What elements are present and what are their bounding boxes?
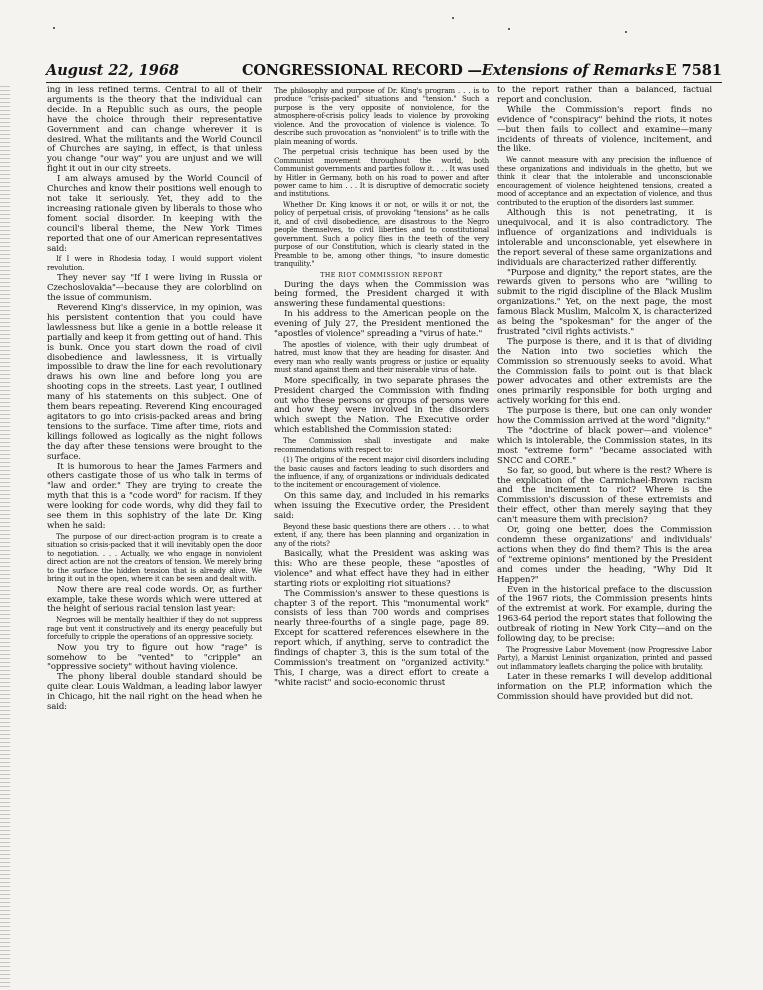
- paragraph: So far, so good, but where is the rest? Where is the explication of the Carmichael-Brown racism and the incitement to riot? Where is the Commission's discussion of these extremists and their effect, other than merely saying that they can't measure them with precision?: [497, 465, 712, 526]
- paragraph: Now there are real code words. Or, as further example, take these words which were uttered at the height of serious racial tension last year:: [47, 584, 262, 615]
- block-quote: We cannot measure with any precision the influence of these organizations and individuals in the ghetto, but we think it clear that the intolerable and unconscionable encouragement of violence heightened tensions, created a mood of acceptance and an expectation of violence, and thus contributed to the eruption of the disorders last summer.: [497, 155, 712, 207]
- block-quote: The Commission shall investigate and make recommendations with respect to:: [274, 436, 489, 454]
- binding-edge: [0, 86, 10, 990]
- header-title: [242, 62, 664, 80]
- column-3: [497, 86, 712, 986]
- paragraph: Reverend King's disservice, in my opinion, was his persistent contention that you could have lawlessness but like a genie in a bottle release it partially and keep it from getting out of hand. This is bunk. Once you start down the road of civil disobedience and lawlessness, it is virtually impossible to draw the line for each revolutionary draws his own line and before long you are shooting cops in the streets. Last year, I outlined many of his statements on this subject. One of them bears repeating. Reverend King encouraged agitators to go into crisis-packed areas and bring tensions to the surface. Time after time, riots and killings followed as logically as the night follows the day after these tensions were brought to the surface.: [47, 303, 262, 462]
- block-quote: The Progressive Labor Movement (now Progressive Labor Party), a Marxist Leninist organization, printed and passed out inflammatory leaflets charging the police with brutality.: [497, 644, 712, 671]
- running-header: [46, 62, 722, 83]
- paragraph: The phony liberal double standard should be quite clear. Louis Waldman, a leading labor lawyer in Chicago, hit the nail right on the head when he said:: [47, 672, 262, 713]
- paragraph: Basically, what the President was asking was this: Who are these people, these "apostles of violence" and what effect have they had in either starting riots or exploiting riot situations?: [274, 549, 489, 589]
- header-title-main: CONGRESSIONAL RECORD —: [242, 62, 482, 79]
- paragraph: The purpose is there, and it is that of dividing the Nation into two societies which the Commission so strenuously seeks to avoid. What the Commission fails to point out is that black power advocates and other extremists are the ones primarily responsible for both urging and actively working for this end.: [497, 336, 712, 407]
- block-quote: If I were in Rhodesia today, I would support violent revolution.: [47, 254, 262, 272]
- print-speck: [452, 17, 454, 19]
- block-quote: (1) The origins of the recent major civil disorders including the basic causes and factors leading to such disorders and the influence, if any, of organizations or individuals dedicated to the incitement or encouragement of violence.: [274, 455, 489, 490]
- header-title-sub: Extensions of Remarks: [481, 62, 664, 79]
- paragraph: Now you try to figure out how "rage" is somehow to be "vented" to "cripple" an "oppressive society" without having violence.: [47, 642, 262, 673]
- paragraph: "Purpose and dignity," the report states, are the rewards given to persons who are "willing to submit to the rigid discipline of the Black Muslim organizations." Yet, on the next page, the most famous Black Muslim, Malcolm X, is characterized as being the "spokesman" for the anger of the frustrated "civil rights activists.": [497, 267, 712, 337]
- block-quote: Beyond these basic questions there are others . . . to what extent, if any, there has been planning and organization in any of the riots?: [274, 521, 489, 548]
- paragraph: I am always amused by the World Council of Churches and know their positions well enough to not take it seriously. Yet, they add to the increasing rationale given by liberals to those who foment social disorder. In keeping with the council's liberal theme, the New York Times reported that one of our American representatives said:: [47, 174, 262, 254]
- block-quote: The apostles of violence, with their ugly drumbeat of hatred, must know that they are heading for disaster. And every man who really wants progress or justice or equality must stand against them and their miserable virus of hate.: [274, 339, 489, 375]
- block-quote: The purpose of our direct-action program is to create a situation so crisis-packed that it will inevitably open the door to negotiation. . . . Actually, we who engage in nonviolent direct action are not the creators of tension. We merely bring to the surface the hidden tension that is already alive. We bring it out in the open, where it can be seen and dealt with.: [47, 531, 262, 584]
- paragraph: During the days when the Commission was being formed, the President charged it with answering these fundamental questions:: [274, 279, 489, 310]
- paragraph: It is humorous to hear the James Farmers and others castigate those of us who talk in terms of "law and order." They are trying to create the myth that this is a "code word" for racism. If they were looking for code words, why did they fail to see them in this sophistry of the late Dr. King when he said:: [47, 461, 262, 531]
- paragraph: While the Commission's report finds no evidence of "conspiracy" behind the riots, it notes—but then fails to collect and examine—many incidents of threats of violence, incitement, and the like.: [497, 104, 712, 155]
- section-heading: THE RIOT COMMISSION REPORT: [320, 271, 443, 279]
- paragraph: ing in less refined terms. Central to all of their arguments is the theory that the individual can decide. In a Republic such as ours, the people have the choice through their representative Government and can change wherever it is desired. What the militants and the World Council of Churches are saying, in effect, is that unless you change "our way" you are unjust and we will fight it out in our city streets.: [47, 86, 262, 175]
- print-speck: [53, 27, 55, 29]
- paragraph: More specifically, in two separate phrases the President charged the Commission with finding out who these persons or groups of persons were and how they were involved in the disorders which swept the Nation. The Executive order which established the Commission stated:: [274, 375, 489, 436]
- paragraph: The Commission's answer to these questions is chapter 3 of the report. This "monumental work" consists of less than 700 words and comprises nearly three-fourths of a single page, page 89. Except for scattered references elsewhere in the report which, if anything, serve to contradict the findings of chapter 3, this is the sum total of the Commission's treatment on "organized activity." This, I charge, was a direct effort to create a "white racist" and socio-economic thrust: [274, 588, 489, 688]
- paragraph: The purpose is there, but one can only wonder how the Commission arrived at the word "dignity.": [497, 406, 712, 427]
- block-quote: Whether Dr. King knows it or not, or wills it or not, the policy of perpetual crisis, of provoking "tensions" as he calls it, and of civil disobedience, are disastrous to the Negro people themselves, to civil liberties and to constitutional government. Such a policy flies in the teeth of the very purpose of our Constitution, which is clearly stated in the Preamble to be, among other things, "to insure domestic tranquility.": [274, 199, 489, 269]
- paragraph: They never say "If I were living in Russia or Czechoslovakia"—because they are colorblind on the issue of communism.: [47, 273, 262, 304]
- print-speck: [625, 31, 627, 33]
- column-1: [47, 86, 262, 986]
- column-2: [274, 86, 489, 986]
- block-quote: The philosophy and purpose of Dr. King's program . . . is to produce "crisis-packed" situations and "tension." Such a purpose is the very opposite of nonviolence, for the atmosphere-of-crisis policy leads to violence by provoking violence. And the provocation of violence is violence. To describe such provocation as "nonviolent" is to trifle with the plain meaning of words.: [274, 86, 489, 146]
- paragraph: Or, going one better, does the Commission condemn these organizations' and individuals' actions when they do find them? This is the area of "extreme opinions" mentioned by the President and comes under the heading, "Why Did It Happen?": [497, 525, 712, 585]
- paragraph: Later in these remarks I will develop additional information on the PLP, information which the Commission should have provided but did not.: [497, 672, 712, 703]
- page-number: E 7581: [665, 62, 722, 79]
- print-speck: [508, 28, 510, 30]
- header-date: August 22, 1968: [46, 62, 180, 79]
- paragraph: to the report rather than a balanced, factual report and conclusion.: [497, 86, 712, 105]
- paragraph: Although this is not penetrating, it is unequivocal, and it is also contradictory. The influence of organizations and individuals is intolerable and unconscionable, yet elsewhere in the report several of these same organizations and individuals are characterized rather differently.: [497, 208, 712, 268]
- paragraph: In his address to the American people on the evening of July 27, the President mentioned the "apostles of violence" spreading a "virus of hate.": [274, 309, 489, 340]
- block-quote: The perpetual crisis technique has been used by the Communist movement throughout the world, both Communist governments and parties follow it. . . . It was used by Hitler in Germany, both on his road to power and after power came to him . . . It is disruptive of democratic society and institutions.: [274, 147, 489, 199]
- block-quote: Negroes will be mentally healthier if they do not suppress rage but vent it constructively and its energy peacefully but forcefully to cripple the operations of an oppressive society.: [47, 615, 262, 642]
- paragraph: The "doctrine of black power—and violence" which is intolerable, the Commission states, in its most "extreme form" "became associated with SNCC and CORE.": [497, 426, 712, 466]
- paragraph: Even in the historical preface to the discussion of the 1967 riots, the Commission presents hints of the extremist at work. For example, during the 1963-64 period the report states that following the outbreak of rioting in New York City—and on the following day, to be precise:: [497, 584, 712, 645]
- paragraph: On this same day, and included in his remarks when issuing the Executive order, the President said:: [274, 490, 489, 521]
